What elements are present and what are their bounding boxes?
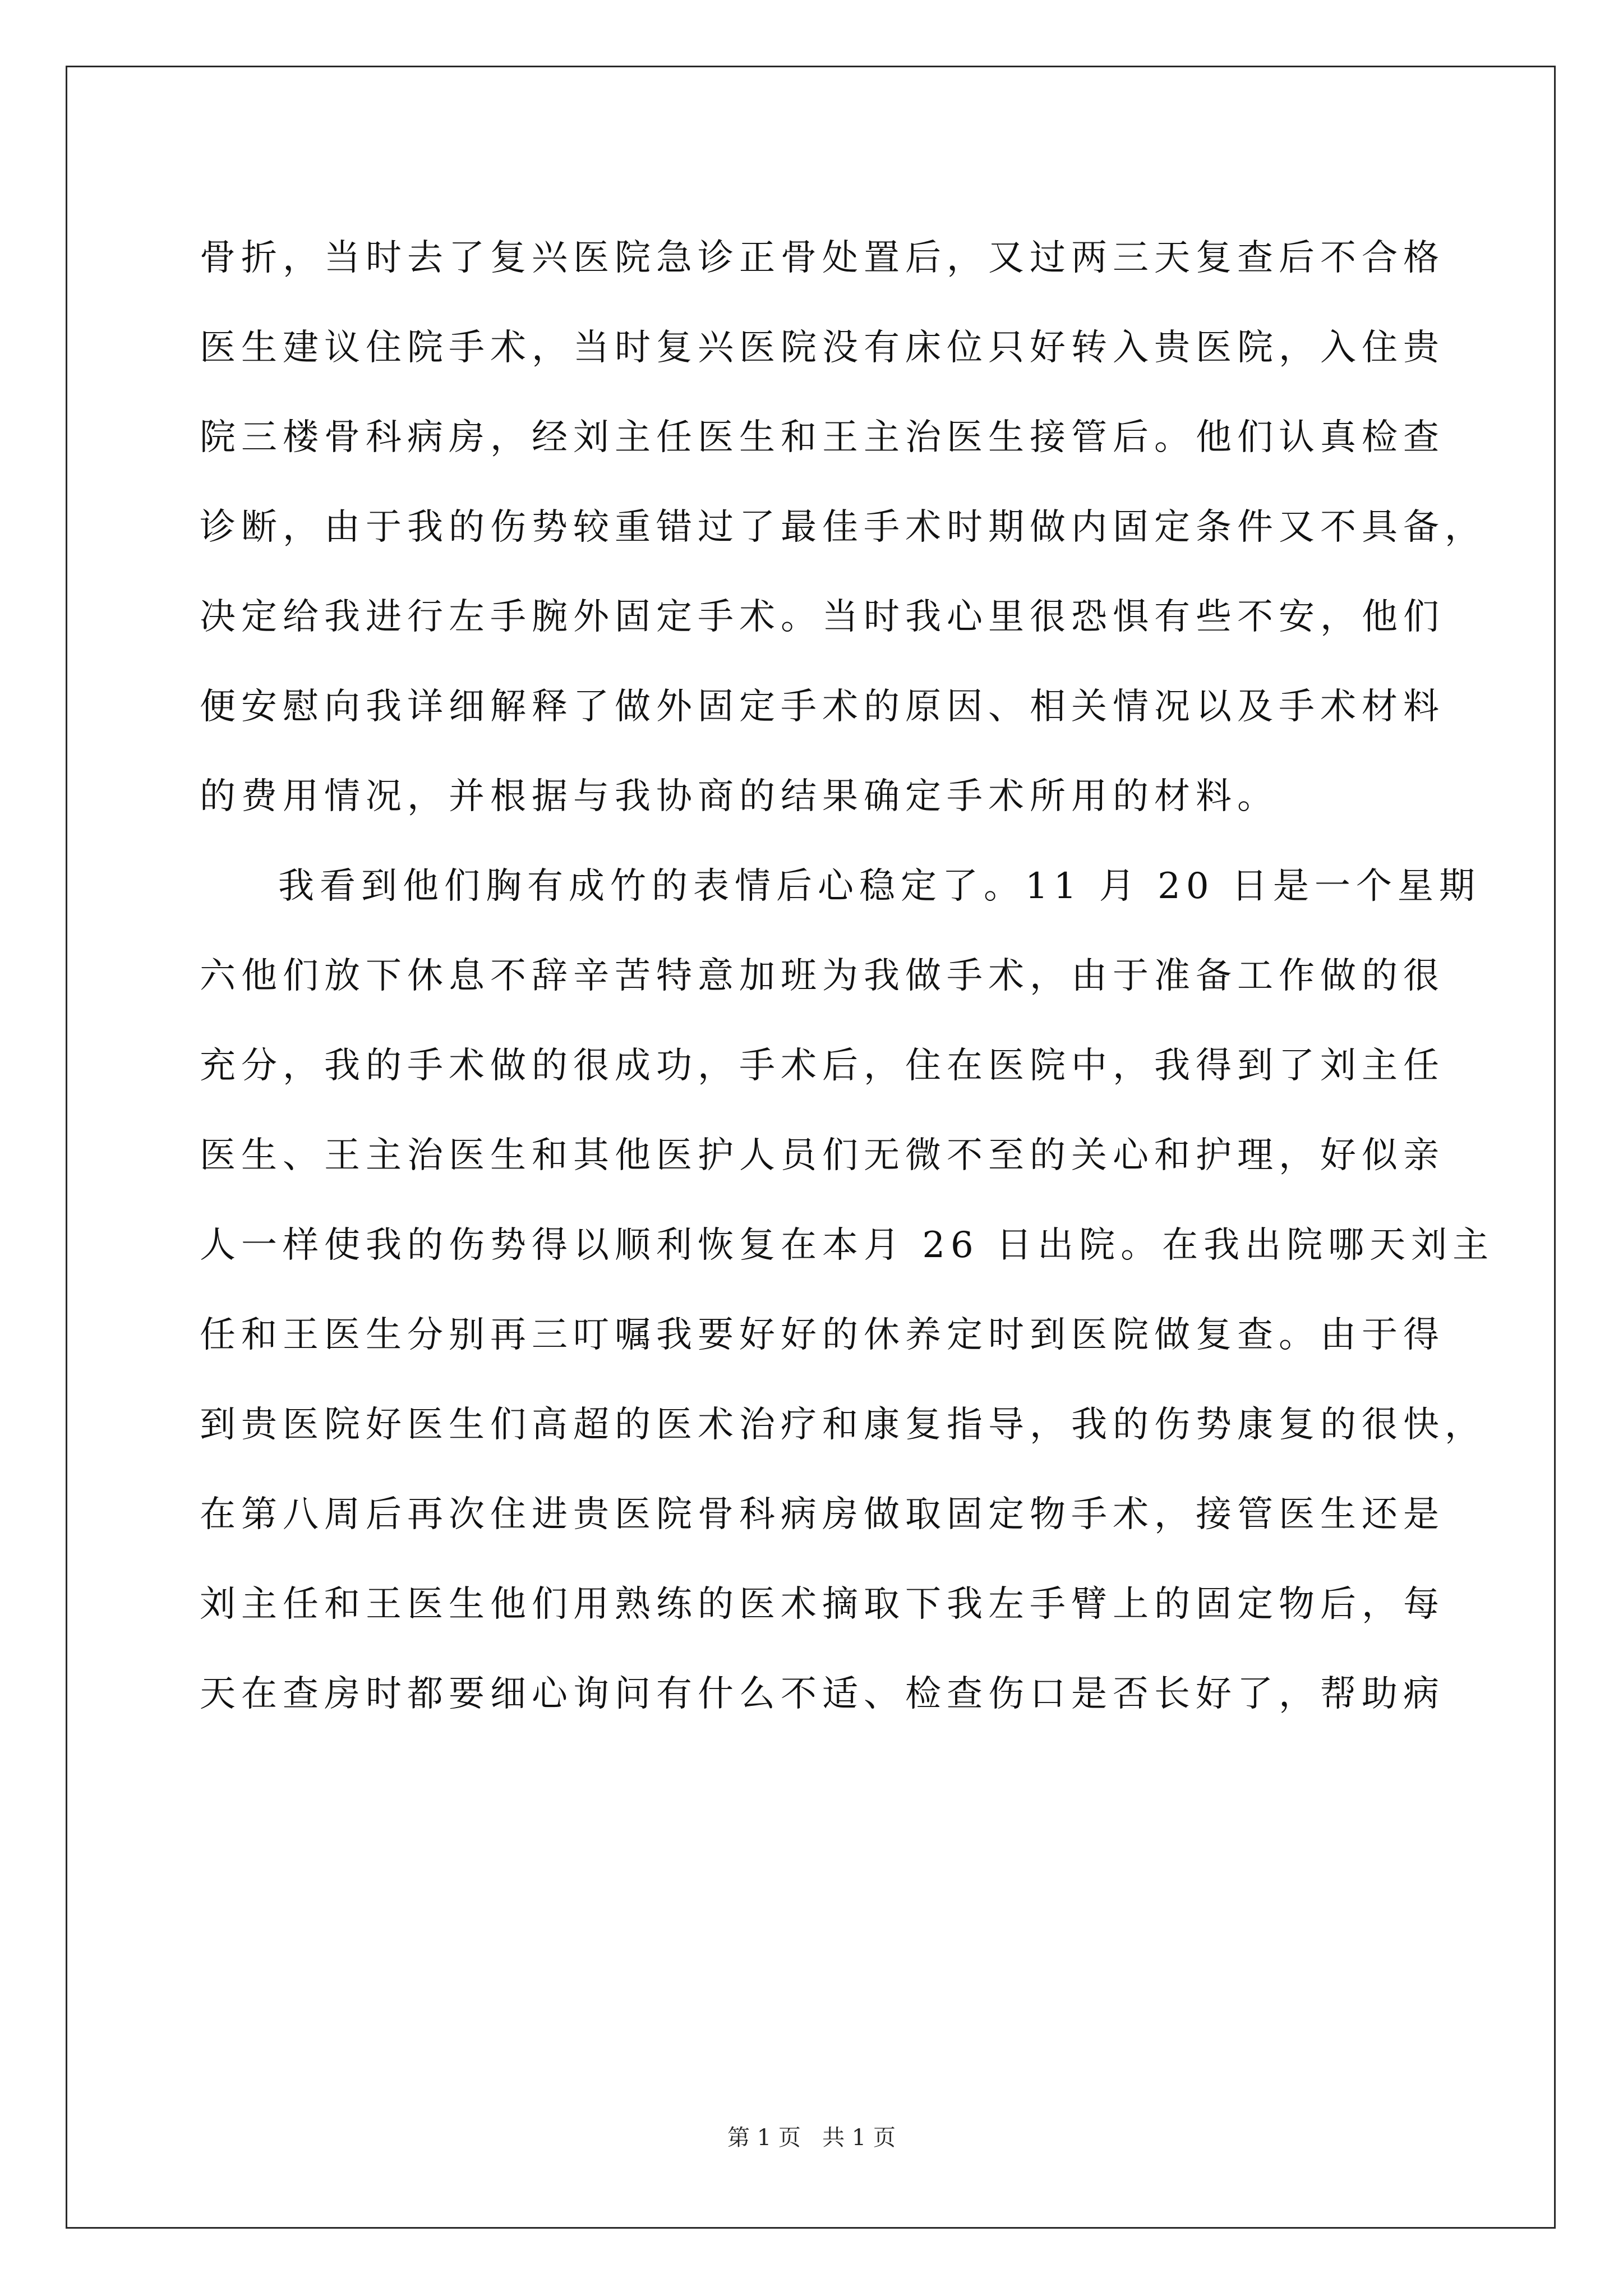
- text-line: 刘主任和王医生他们用熟练的医术摘取下我左手臂上的固定物后，每: [200, 1584, 1445, 1625]
- text-line: 骨折，当时去了复兴医院急诊正骨处置后，又过两三天复查后不合格: [200, 237, 1445, 279]
- text-line: 六他们放下休息不辞辛苦特意加班为我做手术，由于准备工作做的很: [200, 955, 1445, 997]
- paragraph-first-line: 我看到他们胸有成竹的表情后心稳定了。11 月 20 日是一个星期: [278, 866, 1481, 907]
- text-line: 医生、王主治医生和其他医护人员们无微不至的关心和护理，好似亲: [200, 1135, 1445, 1176]
- text-line: 人一样使我的伤势得以顺利恢复在本月 26 日出院。在我出院哪天刘主: [200, 1225, 1495, 1266]
- text-line: 充分，我的手术做的很成功，手术后，住在医院中，我得到了刘主任: [200, 1045, 1445, 1087]
- text-line: 院三楼骨科病房，经刘主任医生和王主治医生接管后。他们认真检查: [200, 417, 1445, 458]
- text-line: 便安慰向我详细解释了做外固定手术的原因、相关情况以及手术材料: [200, 686, 1445, 728]
- text-line: 的费用情况，并根据与我协商的结果确定手术所用的材料。: [200, 776, 1279, 817]
- text-line: 天在查房时都要细心询问有什么不适、检查伤口是否长好了，帮助病: [200, 1673, 1445, 1715]
- text-line: 任和王医生分别再三叮嘱我要好好的休养定时到医院做复查。由于得: [200, 1314, 1445, 1356]
- text-line: 到贵医院好医生们高超的医术治疗和康复指导，我的伤势康复的很快，: [200, 1404, 1486, 1446]
- text-line: 诊断，由于我的伤势较重错过了最佳手术时期做内固定条件又不具备，: [200, 507, 1486, 548]
- document-body: [200, 213, 1495, 1739]
- page-number-footer: 第 1 页 共 1 页: [727, 2125, 896, 2151]
- text-line: 决定给我进行左手腕外固定手术。当时我心里很恐惧有些不安，他们: [200, 596, 1445, 638]
- text-line: 医生建议住院手术，当时复兴医院没有床位只好转入贵医院，入住贵: [200, 327, 1445, 369]
- text-line: 在第八周后再次住进贵医院骨科病房做取固定物手术，接管医生还是: [200, 1494, 1445, 1535]
